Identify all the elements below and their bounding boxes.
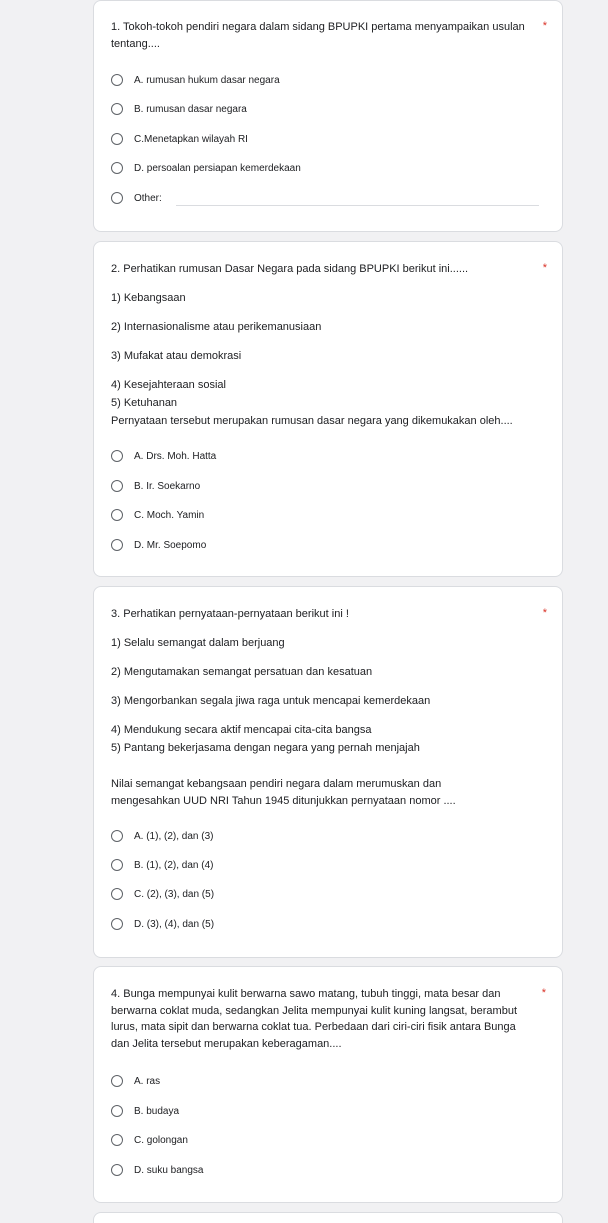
radio-option[interactable]: B. Ir. Soekarno bbox=[111, 478, 200, 494]
required-asterisk: * bbox=[541, 987, 546, 999]
radio-circle-icon[interactable] bbox=[111, 480, 123, 492]
radio-option[interactable]: A. rumusan hukum dasar negara bbox=[111, 72, 280, 88]
question-title: 1. Tokoh-tokoh pendiri negara dalam sidang BPUPKI pertama menyampaikan usulan tentang.... bbox=[111, 21, 525, 50]
question-statement: 2) Mengutamakan semangat persatuan dan kesatuan bbox=[111, 666, 373, 678]
radio-circle-icon[interactable] bbox=[111, 859, 123, 871]
radio-circle-icon[interactable] bbox=[111, 918, 123, 930]
question-title: 4. Bunga mempunyai kulit berwarna sawo matang, tubuh tinggi, mata besar dan berwarna coklat muda, sedangkan Jelita mempunyai kulit kuning langsat, berambut lurus, mata sipit dan berwarna coklat tua. Perbedaan dari ciri-ciri fisik antara Bunga dan Jelita tersebut merupakan keberagaman.... bbox=[111, 988, 518, 1050]
radio-circle-icon[interactable] bbox=[111, 74, 123, 86]
radio-option[interactable]: C. Moch. Yamin bbox=[111, 507, 204, 523]
radio-option[interactable]: C. (2), (3), dan (5) bbox=[111, 886, 214, 902]
radio-circle-icon[interactable] bbox=[111, 1105, 123, 1117]
radio-option[interactable]: D. Mr. Soepomo bbox=[111, 537, 206, 553]
question-statement: 1) Kebangsaan bbox=[111, 292, 186, 304]
question-card-4 bbox=[93, 966, 563, 1203]
question-title: 2. Perhatikan rumusan Dasar Negara pada sidang BPUPKI berikut ini...... bbox=[111, 263, 469, 275]
radio-circle-icon[interactable] bbox=[111, 888, 123, 900]
radio-circle-icon[interactable] bbox=[111, 192, 123, 204]
radio-option[interactable]: B. rumusan dasar negara bbox=[111, 101, 247, 117]
question-statement: 3) Mufakat atau demokrasi bbox=[111, 350, 242, 362]
radio-option[interactable]: D. persoalan persiapan kemerdekaan bbox=[111, 160, 301, 176]
question-statement: 5) Ketuhanan bbox=[111, 397, 178, 409]
radio-option[interactable]: C. golongan bbox=[111, 1132, 188, 1148]
question-statement: 2) Internasionalisme atau perikemanusiaan bbox=[111, 321, 322, 333]
required-asterisk: * bbox=[542, 262, 547, 274]
radio-circle-icon[interactable] bbox=[111, 830, 123, 842]
question-statement: 4) Kesejahteraan sosial bbox=[111, 379, 226, 391]
question-card-3 bbox=[93, 586, 563, 958]
question-statement: 5) Pantang bekerjasama dengan negara yang pernah menjajah bbox=[111, 742, 420, 754]
radio-circle-icon[interactable] bbox=[111, 162, 123, 174]
other-text-input[interactable] bbox=[176, 205, 539, 206]
radio-option[interactable]: A. Drs. Moh. Hatta bbox=[111, 448, 216, 464]
radio-circle-icon[interactable] bbox=[111, 539, 123, 551]
radio-circle-icon[interactable] bbox=[111, 103, 123, 115]
question-statement: 1) Selalu semangat dalam berjuang bbox=[111, 637, 285, 649]
required-asterisk: * bbox=[542, 20, 547, 32]
radio-circle-icon[interactable] bbox=[111, 1134, 123, 1146]
question-statement: 4) Mendukung secara aktif mencapai cita-cita bangsa bbox=[111, 724, 372, 736]
radio-option-other[interactable]: Other: bbox=[111, 190, 162, 206]
radio-circle-icon[interactable] bbox=[111, 1164, 123, 1176]
radio-circle-icon[interactable] bbox=[111, 450, 123, 462]
question-card-2 bbox=[93, 241, 563, 577]
question-statement: 3) Mengorbankan segala jiwa raga untuk mencapai kemerdekaan bbox=[111, 695, 431, 707]
radio-option[interactable]: D. (3), (4), dan (5) bbox=[111, 916, 214, 932]
radio-option[interactable]: C.Menetapkan wilayah RI bbox=[111, 131, 248, 147]
radio-circle-icon[interactable] bbox=[111, 133, 123, 145]
question-prompt: Nilai semangat kebangsaan pendiri negara dalam merumuskan dan mengesahkan UUD NRI Tahun 1945 ditunjukkan pernyataan nomor .... bbox=[111, 778, 456, 807]
question-prompt: Pernyataan tersebut merupakan rumusan dasar negara yang dikemukakan oleh.... bbox=[111, 415, 513, 427]
radio-option[interactable]: B. (1), (2), dan (4) bbox=[111, 857, 213, 873]
radio-circle-icon[interactable] bbox=[111, 509, 123, 521]
question-card-5 bbox=[93, 1212, 563, 1223]
radio-option[interactable]: B. budaya bbox=[111, 1103, 179, 1119]
radio-option[interactable]: A. (1), (2), dan (3) bbox=[111, 828, 213, 844]
radio-option[interactable]: A. ras bbox=[111, 1073, 160, 1089]
radio-option[interactable]: D. suku bangsa bbox=[111, 1162, 204, 1178]
required-asterisk: * bbox=[542, 607, 547, 619]
question-title: 3. Perhatikan pernyataan-pernyataan berikut ini ! bbox=[111, 608, 349, 620]
question-card-1 bbox=[93, 0, 563, 232]
radio-circle-icon[interactable] bbox=[111, 1075, 123, 1087]
